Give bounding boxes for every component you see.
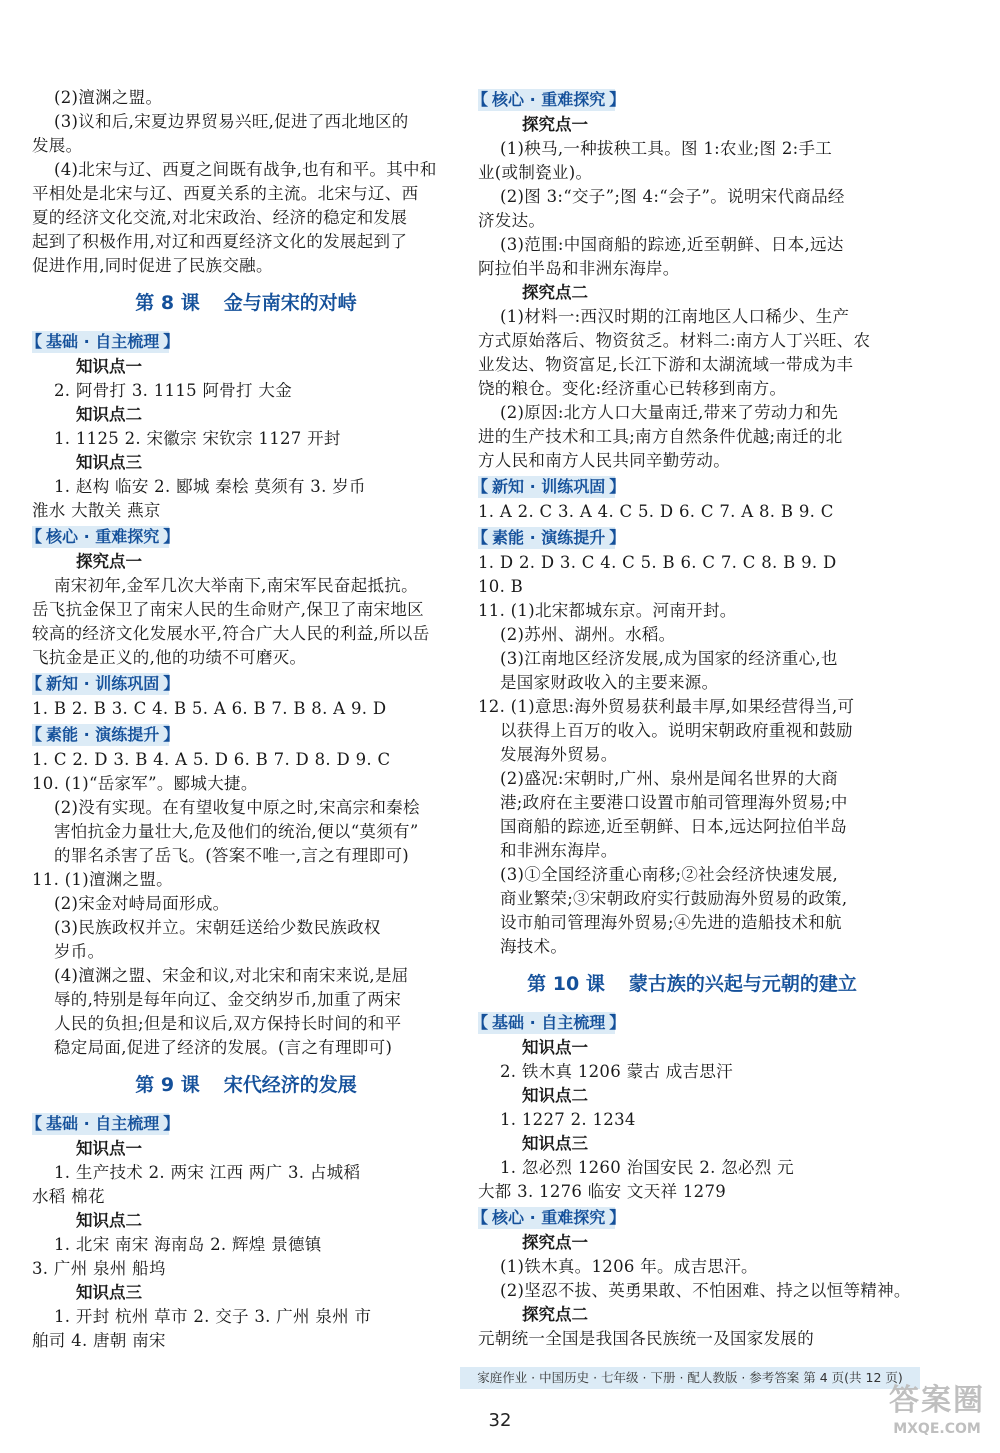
text-line: 方人民和南方人民共同辛勤劳动。	[478, 451, 730, 470]
text-line: (3)范围:中国商船的踪迹,近至朝鲜、日本,远达	[500, 235, 844, 254]
text-line: (2)坚忍不拔、英勇果敢、不怕困难、持之以恒等精神。	[500, 1281, 911, 1300]
text-line: (2)原因:北方人口大量南迁,带来了劳动力和先	[500, 403, 839, 422]
text-line: 业发达、物资富足,长江下游和太湖流域一带成为丰	[478, 355, 854, 374]
text-line: 和非洲东海岸。	[500, 841, 618, 860]
section-header-row	[478, 86, 906, 113]
right-column	[478, 86, 911, 1351]
text-line: 济发达。	[478, 211, 546, 230]
text-line: (3)议和后,宋夏边界贸易兴旺,促进了西北地区的	[54, 112, 409, 131]
text-line: 1. C 2. D 3. B 4. A 5. D 6. B 7. D 8. D 9. C	[32, 750, 391, 769]
watermark	[878, 1382, 996, 1438]
text-line: (4)北宋与辽、西夏之间既有战争,也有和平。其中和	[54, 160, 437, 179]
section-header: 【 基础 · 自主梳理 】	[32, 331, 169, 353]
section-header-row	[478, 1009, 906, 1036]
section-header: 【 新知 · 训练巩固 】	[478, 476, 615, 498]
text-line: 较高的经济文化发展水平,符合广大人民的利益,所以岳	[32, 624, 430, 643]
text-line: 夏的经济文化交流,对北宋政治、经济的稳定和发展	[32, 208, 408, 227]
text-line: 害怕抗金力量壮大,危及他们的统治,便以“莫须有”	[54, 822, 419, 841]
text-line: 岁币。	[54, 942, 105, 961]
section-header: 【 基础 · 自主梳理 】	[478, 1012, 615, 1034]
text-line: 1. 开封 杭州 草市 2. 交子 3. 广州 泉州 市	[54, 1307, 372, 1326]
subsection-title: 知识点二	[76, 405, 142, 424]
subsection-title: 探究点一	[522, 115, 588, 134]
text-line: 业(或制瓷业)。	[478, 163, 593, 182]
subsection-title: 探究点二	[522, 283, 588, 302]
lesson-number: 第 10 课	[527, 973, 605, 995]
text-line: 淮水 大散关 燕京	[32, 501, 161, 520]
lesson-title	[478, 963, 906, 1005]
section-header: 【 基础 · 自主梳理 】	[32, 1113, 169, 1135]
section-header-row	[478, 1204, 906, 1231]
subsection-title: 知识点二	[76, 1211, 142, 1230]
subsection-title: 知识点一	[76, 1139, 142, 1158]
text-line: 2. 铁木真 1206 蒙古 成吉思汗	[500, 1062, 733, 1081]
text-line: 10. B	[478, 577, 524, 596]
text-line: 是国家财政收入的主要来源。	[500, 673, 719, 692]
text-line: 发展海外贸易。	[500, 745, 618, 764]
text-line: 阿拉伯半岛和非洲东海岸。	[478, 259, 680, 278]
lesson-title	[32, 1064, 460, 1106]
text-line: (3)江南地区经济发展,成为国家的经济重心,也	[500, 649, 838, 668]
text-line: (1)铁木真。1206 年。成吉思汗。	[500, 1257, 758, 1276]
text-line: 1. 忽必烈 1260 治国安民 2. 忽必烈 元	[500, 1158, 794, 1177]
subsection-title: 知识点一	[522, 1038, 588, 1057]
text-line: 3. 广州 泉州 船坞	[32, 1259, 166, 1278]
page-number: 32	[488, 1410, 512, 1431]
lesson-title	[32, 282, 460, 324]
text-line: (4)澶渊之盟、宋金和议,对北宋和南宋来说,是屈	[54, 966, 409, 985]
watermark-url: MXQE.COM	[893, 1421, 981, 1437]
text-line: 海技术。	[500, 937, 568, 956]
section-header: 【 核心 · 重难探究 】	[32, 526, 169, 548]
subsection-title: 探究点二	[522, 1305, 588, 1324]
text-line: (2)没有实现。在有望收复中原之时,宋高宗和秦桧	[54, 798, 420, 817]
text-line: 起到了积极作用,对辽和西夏经济文化的发展起到了	[32, 232, 408, 251]
text-line: 促进作用,同时促进了民族交融。	[32, 256, 273, 275]
text-line: 元朝统一全国是我国各民族统一及国家发展的	[478, 1329, 814, 1348]
text-line: 人民的负担;但是和议后,双方保持长时间的和平	[54, 1014, 402, 1033]
text-line: 11. (1)澶渊之盟。	[32, 870, 173, 889]
subsection-title: 知识点三	[76, 1283, 142, 1302]
text-line: (2)澶渊之盟。	[54, 88, 163, 107]
footer-band: 家庭作业 · 中国历史 · 七年级 · 下册 · 配人教版 · 参考答案 第 4 页(共 12 页)	[460, 1367, 920, 1389]
subsection-title: 知识点三	[76, 453, 142, 472]
text-line: 商业繁荣;③宋朝政府实行鼓励海外贸易的政策,	[500, 889, 848, 908]
section-header-row	[32, 721, 460, 748]
subsection-title: 知识点二	[522, 1086, 588, 1105]
text-line: 水稻 棉花	[32, 1187, 105, 1206]
watermark-logo: 答案圈	[889, 1383, 985, 1418]
text-line: 1. 赵构 临安 2. 郾城 秦桧 莫须有 3. 岁币	[54, 477, 366, 496]
subsection-title: 探究点一	[522, 1233, 588, 1252]
subsection-title: 知识点一	[76, 357, 142, 376]
section-header-row	[32, 328, 460, 355]
text-line: 大都 3. 1276 临安 文天祥 1279	[478, 1182, 727, 1201]
section-header: 【 素能 · 演练提升 】	[478, 527, 615, 549]
text-line: 11. (1)北宋都城东京。河南开封。	[478, 601, 737, 620]
text-line: 平相处是北宋与辽、西夏关系的主流。北宋与辽、西	[32, 184, 419, 203]
text-line: 舶司 4. 唐朝 南宋	[32, 1331, 166, 1350]
text-line: 辱的,特别是每年向辽、金交纳岁币,加重了两宋	[54, 990, 402, 1009]
text-line: 国商船的踪迹,近至朝鲜、日本,远达阿拉伯半岛	[500, 817, 848, 836]
text-line: 1. 1227 2. 1234	[500, 1110, 636, 1129]
lesson-number: 第 8 课	[135, 292, 200, 314]
text-line: 以获得上百万的收入。说明宋朝政府重视和鼓励	[500, 721, 853, 740]
text-line: 南宋初年,金军几次大举南下,南宋军民奋起抵抗。	[54, 576, 418, 595]
text-line: 10. (1)“岳家军”。郾城大捷。	[32, 774, 258, 793]
text-line: 稳定局面,促进了经济的发展。(言之有理即可)	[54, 1038, 393, 1057]
section-header-row	[32, 1110, 460, 1137]
text-line: 飞抗金是正义的,他的功绩不可磨灭。	[32, 648, 307, 667]
text-line: 港;政府在主要港口设置市舶司管理海外贸易;中	[500, 793, 848, 812]
text-line: (3)①全国经济重心南移;②社会经济快速发展,	[500, 865, 839, 884]
text-line: (2)盛况:宋朝时,广州、泉州是闻名世界的大商	[500, 769, 839, 788]
section-header: 【 素能 · 演练提升 】	[32, 724, 169, 746]
text-line: (1)材料一:西汉时期的江南地区人口稀少、生产	[500, 307, 850, 326]
text-line: 的罪名杀害了岳飞。(答案不唯一,言之有理即可)	[54, 846, 410, 865]
text-line: 发展。	[32, 136, 83, 155]
section-header-row	[32, 670, 460, 697]
text-line: (2)图 3:“交子”;图 4:“会子”。说明宋代商品经	[500, 187, 845, 206]
section-header: 【 核心 · 重难探究 】	[478, 89, 615, 111]
text-line: 1. D 2. D 3. C 4. C 5. B 6. C 7. C 8. B 9. D	[478, 553, 837, 572]
section-header-row	[32, 523, 460, 550]
section-header: 【 核心 · 重难探究 】	[478, 1207, 615, 1229]
text-line: 1. 1125 2. 宋徽宗 宋钦宗 1127 开封	[54, 429, 341, 448]
text-line: 1. 北宋 南宋 海南岛 2. 辉煌 景德镇	[54, 1235, 322, 1254]
lesson-name: 宋代经济的发展	[223, 1074, 357, 1096]
text-line: 1. B 2. B 3. C 4. B 5. A 6. B 7. B 8. A 9. D	[32, 699, 387, 718]
text-line: 饶的粮仓。变化:经济重心已转移到南方。	[478, 379, 787, 398]
left-column	[32, 86, 460, 1353]
text-line: 1. A 2. C 3. A 4. C 5. D 6. C 7. A 8. B 9. C	[478, 502, 834, 521]
text-line: (2)宋金对峙局面形成。	[54, 894, 230, 913]
subsection-title: 探究点一	[76, 552, 142, 571]
text-line: 设市舶司管理海外贸易;④先进的造船技术和航	[500, 913, 842, 932]
text-line: (1)秧马,一种拔秧工具。图 1:农业;图 2:手工	[500, 139, 833, 158]
section-header: 【 新知 · 训练巩固 】	[32, 673, 169, 695]
text-line: 12. (1)意思:海外贸易获利最丰厚,如果经营得当,可	[478, 697, 855, 716]
section-header-row	[478, 524, 906, 551]
lesson-number: 第 9 课	[135, 1074, 200, 1096]
text-line: 岳飞抗金保卫了南宋人民的生命财产,保卫了南宋地区	[32, 600, 424, 619]
section-header-row	[478, 473, 906, 500]
text-line: 进的生产技术和工具;南方自然条件优越;南迁的北	[478, 427, 843, 446]
subsection-title: 知识点三	[522, 1134, 588, 1153]
text-line: (3)民族政权并立。宋朝廷送给少数民族政权	[54, 918, 381, 937]
lesson-name: 蒙古族的兴起与元朝的建立	[628, 973, 857, 995]
text-line: 方式原始落后、物资贫乏。材料二:南方人丁兴旺、农	[478, 331, 871, 350]
text-line: 1. 生产技术 2. 两宋 江西 两广 3. 占城稻	[54, 1163, 361, 1182]
text-line: 2. 阿骨打 3. 1115 阿骨打 大金	[54, 381, 293, 400]
lesson-name: 金与南宋的对峙	[223, 292, 357, 314]
text-line: (2)苏州、湖州。水稻。	[500, 625, 676, 644]
